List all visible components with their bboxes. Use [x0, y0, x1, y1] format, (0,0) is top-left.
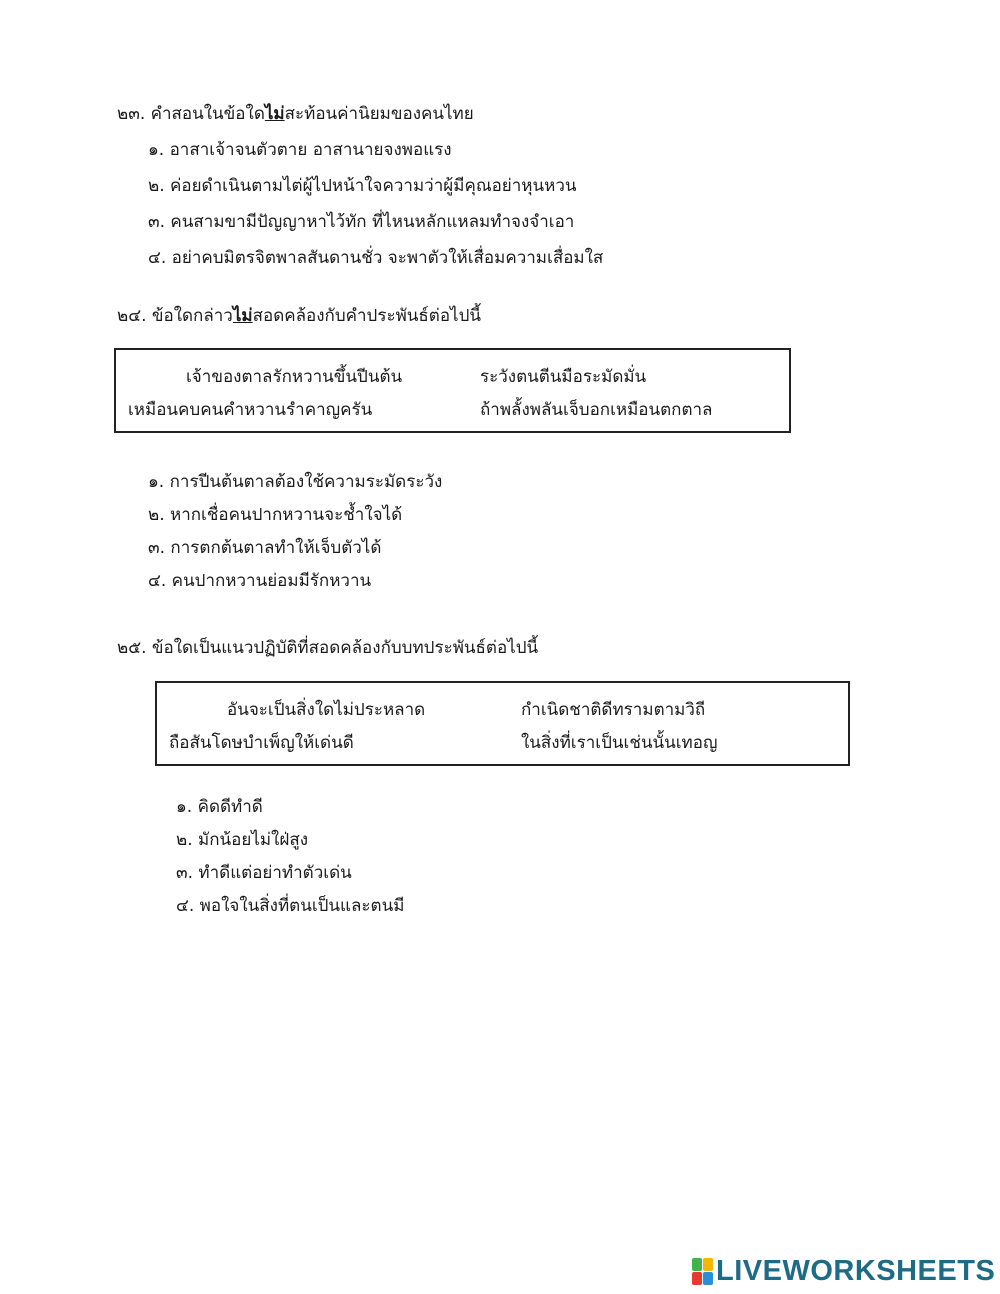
- q24-poem-line1-a: เจ้าของตาลรักหวานขึ้นปีนต้น: [186, 367, 403, 387]
- q25-option-4: ๔. พอใจในสิ่งที่ตนเป็นและตนมี: [176, 896, 405, 916]
- question-23-suffix: สะท้อนค่านิยมของคนไทย: [284, 104, 474, 124]
- q25-poem-line1-b: กำเนิดชาติดีทรามตามวิถี: [521, 700, 706, 720]
- q25-poem-line1-a: อันจะเป็นสิ่งใดไม่ประหลาด: [227, 700, 426, 720]
- q25-poem-line2-b: ในสิ่งที่เราเป็นเช่นนั้นเทอญ: [521, 733, 718, 753]
- q24-poem-box: [114, 348, 791, 433]
- question-25: ๒๕. ข้อใดเป็นแนวปฏิบัติที่สอดคล้องกับบทประพันธ์ต่อไปนี้: [117, 638, 539, 658]
- logo-text: LIVEWORKSHEETS: [716, 1254, 996, 1287]
- question-24-prefix: ๒๔. ข้อใดกล่าว: [117, 306, 233, 326]
- q25-option-1: ๑. คิดดีทำดี: [176, 797, 263, 817]
- q23-option-4: ๔. อย่าคบมิตรจิตพาลสันดานชั่ว จะพาตัวให้เสื่อมความเสื่อมใส: [148, 248, 604, 268]
- q24-poem-line2-b: ถ้าพลั้งพลันเจ็บอกเหมือนตกตาล: [480, 400, 713, 420]
- q25-poem-line2-a: ถือสันโดษบำเพ็ญให้เด่นดี: [169, 733, 354, 753]
- q24-option-4: ๔. คนปากหวานย่อมมีรักหวาน: [148, 571, 372, 591]
- question-23-emphasis: ไม่: [264, 104, 285, 124]
- question-24: [117, 304, 481, 328]
- q24-option-1: ๑. การปีนต้นตาลต้องใช้ความระมัดระวัง: [148, 472, 443, 492]
- liveworksheets-logo: [692, 1254, 995, 1288]
- q24-poem-line1-b: ระวังตนตีนมือระมัดมั่น: [480, 367, 647, 387]
- question-23: [117, 102, 474, 126]
- q24-poem-line2-a: เหมือนคบคนคำหวานรำคาญครัน: [128, 400, 373, 420]
- q25-poem-box: [155, 681, 850, 766]
- question-23-prefix: ๒๓. คำสอนในข้อใด: [117, 104, 265, 124]
- q25-option-2: ๒. มักน้อยไม่ใฝ่สูง: [176, 830, 308, 850]
- q23-option-1: ๑. อาสาเจ้าจนตัวตาย อาสานายจงพอแรง: [148, 140, 452, 160]
- q24-option-2: ๒. หากเชื่อคนปากหวานจะช้ำใจได้: [148, 505, 403, 525]
- q23-option-2: ๒. ค่อยดำเนินตามไต่ผู้ไปหน้าใจความว่าผู้มีคุณอย่าหุนหวน: [148, 176, 577, 196]
- question-24-emphasis: ไม่: [232, 306, 253, 326]
- q23-option-3: ๓. คนสามขามีปัญญาหาไว้ทัก ที่ไหนหลักแหลมทำจงจำเอา: [148, 212, 575, 232]
- q25-option-3: ๓. ทำดีแต่อย่าทำตัวเด่น: [176, 863, 352, 883]
- liveworksheets-logo-icon: [692, 1258, 712, 1284]
- question-24-suffix: สอดคล้องกับคำประพันธ์ต่อไปนี้: [252, 306, 482, 326]
- q24-option-3: ๓. การตกต้นตาลทำให้เจ็บตัวได้: [148, 538, 382, 558]
